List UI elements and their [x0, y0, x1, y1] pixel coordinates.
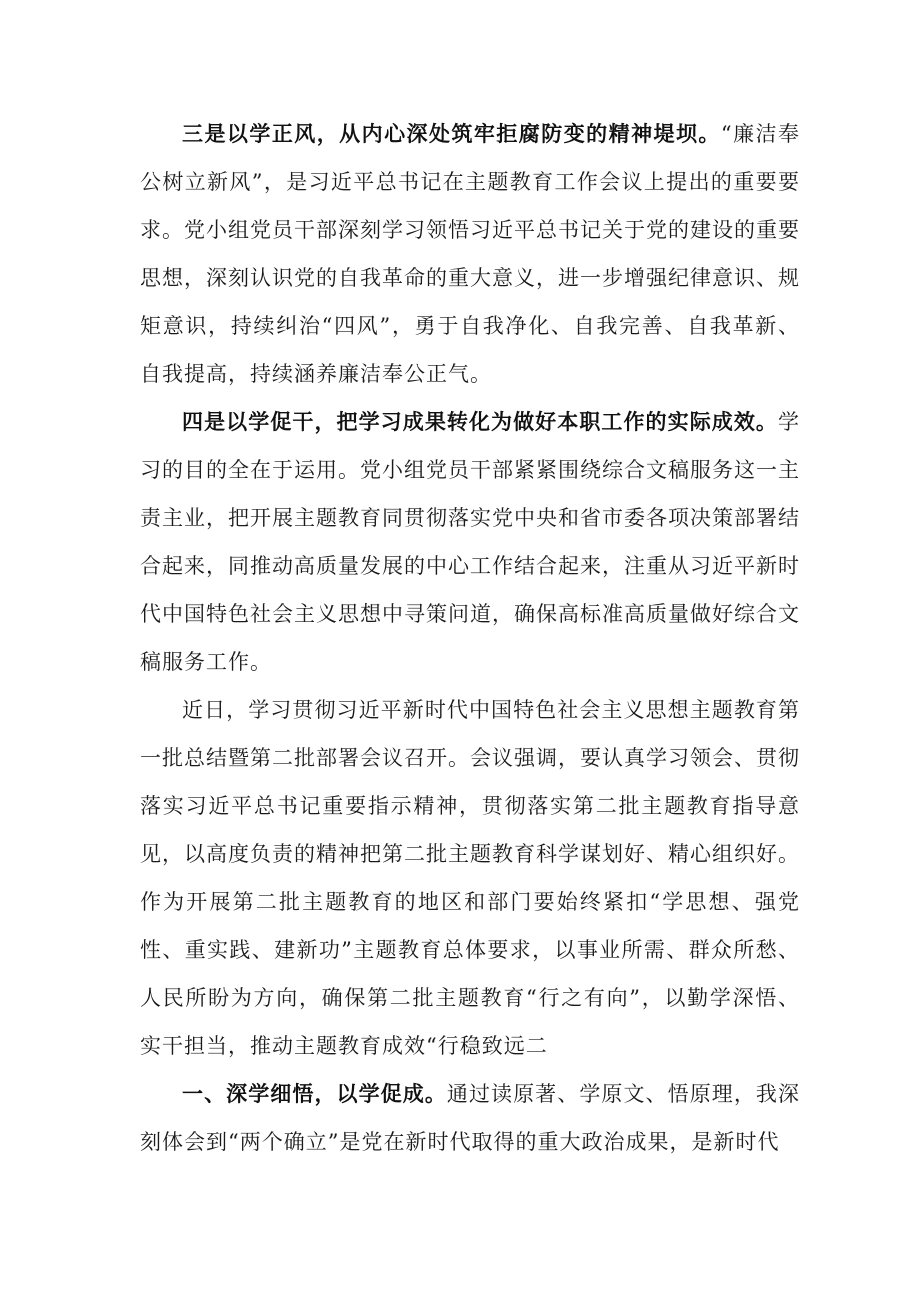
paragraph-3-fengzheng: [140, 110, 800, 398]
paragraph-body: “廉洁奉公树立新风”，是习近平总书记在主题教育工作会议上提出的重要要求。党小组党员干部深刻学习领悟习近平总书记关于党的建设的重要思想，深刻认识党的自我革命的重大意义，进一步增强纪律意识、规矩意识，持续纠治“四风”，勇于自我净化、自我完善、自我革新、自我提高，持续涵养廉洁奉公正气。: [140, 122, 800, 386]
paragraph-heading: 三是以学正风，从内心深处筑牢拒腐防变的精神堤坝。: [182, 122, 721, 146]
paragraph-body: 通过读原著、学原文、悟原理，我深刻体会到“两个确立”是党在新时代取得的重大政治成果，是新时代: [140, 1082, 801, 1154]
paragraph-1-shenxue: [140, 1070, 800, 1166]
paragraph-heading: 四是以学促干，把学习成果转化为做好本职工作的实际成效。: [182, 410, 778, 434]
paragraph-heading: 一、深学细悟，以学促成。: [182, 1082, 447, 1106]
paragraph-4-cugan: [140, 398, 800, 686]
paragraph-meeting-summary: [140, 686, 800, 1070]
paragraph-body: 学习的目的全在于运用。党小组党员干部紧紧围绕综合文稿服务这一主责主业，把开展主题教育同贯彻落实党中央和省市委各项决策部署结合起来，同推动高质量发展的中心工作结合起来，注重从习近平新时代中国特色社会主义思想中寻策问道，确保高标准高质量做好综合文稿服务工作。: [140, 410, 800, 674]
paragraph-body: 近日，学习贯彻习近平新时代中国特色社会主义思想主题教育第一批总结暨第二批部署会议召开。会议强调，要认真学习领会、贯彻落实习近平总书记重要指示精神，贯彻落实第二批主题教育指导意见，以高度负责的精神把第二批主题教育科学谋划好、精心组织好。作为开展第二批主题教育的地区和部门要始终紧扣“学思想、强党性、重实践、建新功”主题教育总体要求，以事业所需、群众所愁、人民所盼为方向，确保第二批主题教育“行之有向”，以勤学深悟、实干担当，推动主题教育成效“行稳致远二: [140, 698, 800, 1058]
